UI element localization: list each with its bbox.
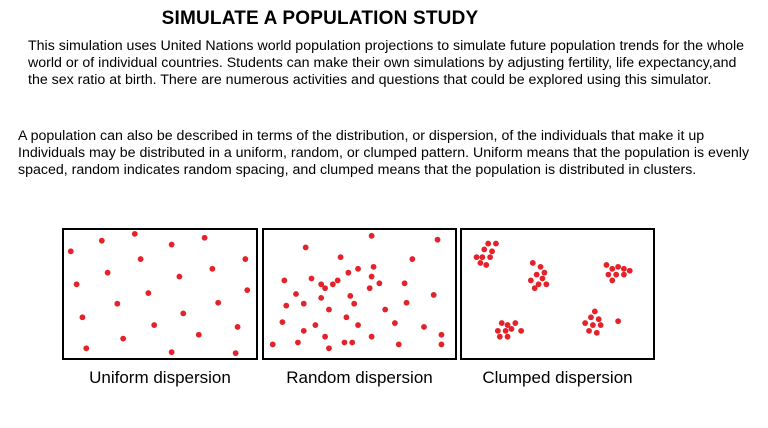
population-dot: [326, 345, 332, 351]
population-dot: [202, 235, 208, 241]
population-dot: [338, 254, 344, 260]
population-dot: [505, 334, 511, 340]
population-dot: [621, 266, 627, 272]
uniform-dots: [64, 230, 256, 358]
population-dot: [312, 322, 318, 328]
population-dot: [369, 334, 375, 340]
population-dot: [588, 314, 594, 320]
population-dot: [355, 266, 361, 272]
population-dot: [322, 334, 328, 340]
population-dot: [402, 280, 408, 286]
population-dot: [326, 307, 332, 313]
population-dot: [235, 324, 241, 330]
population-dot: [301, 301, 307, 307]
population-dot: [196, 332, 202, 338]
population-dot: [330, 281, 336, 287]
population-dot: [145, 290, 151, 296]
population-dot: [295, 340, 301, 346]
population-dot: [604, 262, 610, 268]
population-dot: [349, 340, 355, 346]
population-dot: [592, 309, 598, 315]
population-dot: [497, 334, 503, 340]
population-dot: [495, 328, 501, 334]
population-dot: [68, 248, 74, 254]
population-dot: [479, 254, 485, 260]
population-dot: [613, 272, 619, 278]
population-dot: [209, 266, 215, 272]
population-dot: [485, 241, 491, 247]
population-dot: [404, 300, 410, 306]
population-dot: [382, 307, 388, 313]
population-dot: [421, 324, 427, 330]
population-dot: [512, 320, 518, 326]
population-dot: [342, 340, 348, 346]
clumped-dots: [462, 230, 653, 358]
population-dot: [215, 300, 221, 306]
population-dot: [594, 330, 600, 336]
population-dot: [621, 272, 627, 278]
uniform-caption: Uniform dispersion: [89, 368, 231, 387]
population-dot: [532, 285, 538, 291]
population-dot: [582, 320, 588, 326]
population-dot: [478, 260, 484, 266]
population-dot: [242, 256, 248, 262]
population-dot: [301, 328, 307, 334]
population-dot: [233, 350, 239, 356]
population-dot: [281, 278, 287, 284]
population-dot: [609, 278, 615, 284]
population-dot: [439, 332, 445, 338]
population-dot: [609, 266, 615, 272]
population-dot: [615, 318, 621, 324]
population-dot: [309, 276, 315, 282]
population-dot: [439, 342, 445, 348]
population-dot: [283, 303, 289, 309]
population-dot: [534, 272, 540, 278]
population-dot: [409, 256, 415, 262]
population-dot: [74, 281, 80, 287]
population-dot: [99, 238, 105, 244]
population-dot: [351, 301, 357, 307]
population-dot: [481, 246, 487, 252]
population-dot: [369, 274, 375, 280]
population-dot: [120, 336, 126, 342]
population-dot: [138, 256, 144, 262]
population-dot: [335, 278, 341, 284]
population-dot: [369, 233, 375, 239]
clumped-dispersion-diagram: [460, 228, 655, 360]
population-dot: [270, 342, 276, 348]
population-dot: [493, 241, 499, 247]
population-dot: [303, 245, 309, 251]
population-dot: [586, 328, 592, 334]
population-dot: [509, 326, 515, 332]
population-dot: [540, 276, 546, 282]
population-dot: [590, 322, 596, 328]
population-dot: [474, 254, 480, 260]
population-dot: [105, 270, 111, 276]
random-dots: [264, 230, 455, 358]
population-dot: [487, 254, 493, 260]
population-dot: [518, 328, 524, 334]
population-dot: [169, 349, 175, 355]
population-dot: [176, 274, 182, 280]
population-dot: [483, 262, 489, 268]
page-title: SIMULATE A POPULATION STUDY: [161, 8, 479, 29]
population-dot: [392, 320, 398, 326]
population-dot: [543, 281, 549, 287]
population-dot: [596, 316, 602, 322]
population-dot: [151, 322, 157, 328]
population-dot: [114, 301, 120, 307]
population-dot: [244, 287, 250, 293]
population-dot: [538, 264, 544, 270]
intro-paragraph: This simulation uses United Nations world population projections to simulate future population trends for the whole world or of individual countries. Students can make their own simulations by adjusting fertility, life expectancy,and the sex ratio at birth. There are numerous activities and questions that could be explored using this simulator.: [28, 38, 745, 88]
population-dot: [627, 268, 633, 274]
clumped-caption: Clumped dispersion: [482, 368, 633, 387]
population-dot: [367, 285, 373, 291]
population-dot: [489, 248, 495, 254]
population-dot: [503, 328, 509, 334]
population-dot: [396, 342, 402, 348]
population-dot: [83, 345, 89, 351]
population-dot: [344, 314, 350, 320]
population-dot: [132, 231, 138, 237]
population-dot: [169, 242, 175, 248]
population-dot: [280, 319, 286, 325]
population-dot: [499, 320, 505, 326]
population-dot: [318, 295, 324, 301]
population-dot: [355, 322, 361, 328]
population-dot: [530, 260, 536, 266]
population-dot: [435, 237, 441, 243]
population-dot: [431, 292, 437, 298]
random-caption: Random dispersion: [286, 368, 433, 387]
uniform-dispersion-diagram: [62, 228, 258, 360]
population-dot: [606, 272, 612, 278]
population-dot: [376, 280, 382, 286]
dispersion-paragraph: A population can also be described in terms of the distribution, or dispersion, of the individuals that make it up Individuals may be distributed in a uniform, random, or clumped pattern. Uniform means that the population is evenly spaced, random indicates random spacing, and clumped means that the population is distributed in clusters.: [18, 128, 750, 178]
population-dot: [347, 293, 353, 299]
random-dispersion-diagram: [262, 228, 457, 360]
population-dot: [598, 322, 604, 328]
population-dot: [180, 310, 186, 316]
population-dot: [345, 270, 351, 276]
population-dot: [528, 278, 534, 284]
population-dot: [615, 264, 621, 270]
population-dot: [80, 314, 86, 320]
population-dot: [322, 285, 328, 291]
population-dot: [293, 291, 299, 297]
population-dot: [371, 264, 377, 270]
population-dot: [542, 270, 548, 276]
